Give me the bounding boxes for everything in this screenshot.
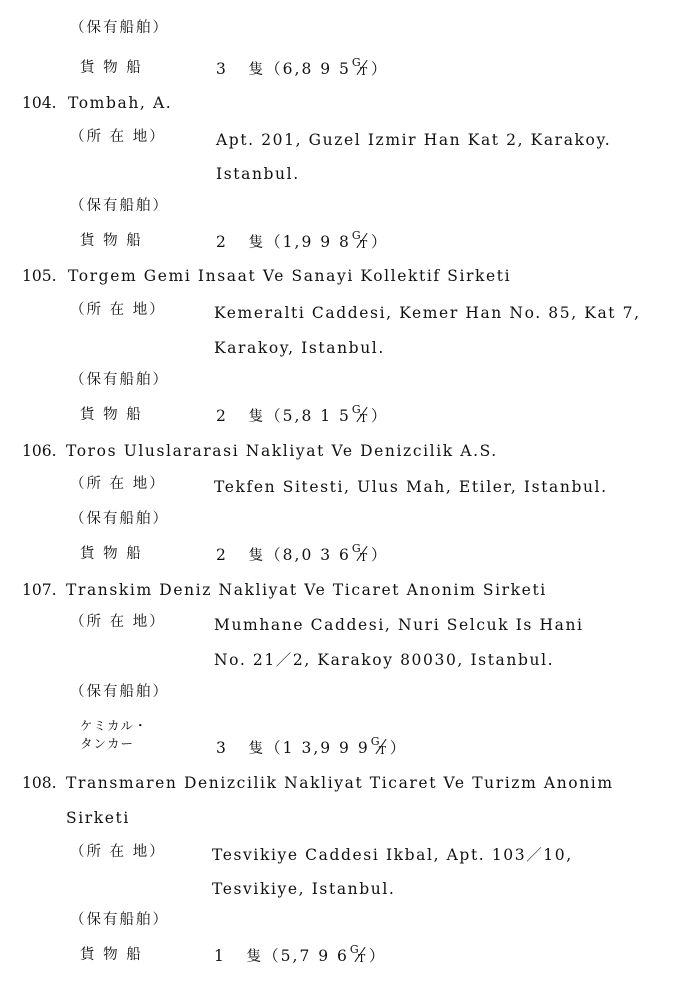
fleet-label: （保有船舶） <box>70 20 169 36</box>
ship-type-label: 貨 物 船 <box>80 947 143 963</box>
entry-number: 104. <box>22 94 57 112</box>
gross-ton-unit: G T <box>351 542 370 564</box>
fleet-label: （保有船舶） <box>70 912 169 928</box>
gross-ton-unit: G T <box>351 403 370 425</box>
address-line: Tesvikiye, Istanbul. <box>212 880 396 898</box>
gross-ton-unit: G T <box>370 735 389 757</box>
address-line: Kemeralti Caddesi, Kemer Han No. 85, Kat 7, <box>214 304 641 322</box>
address-line: No. 21／2, Karakoy 80030, Istanbul. <box>214 651 555 669</box>
ship-count: 3 <box>216 60 228 78</box>
company-name: Torgem Gemi Insaat Ve Sanayi Kollektif Sirketi <box>68 267 512 285</box>
gross-ton-unit: G T <box>349 943 368 965</box>
address-line: Karakoy, Istanbul. <box>214 339 385 357</box>
company-name-continued: Sirketi <box>66 809 130 827</box>
ships-unit: 隻 <box>248 235 266 251</box>
fleet-label: （保有船舶） <box>70 372 169 388</box>
tonnage: 5,8 1 5 <box>282 407 351 425</box>
ship-count: 2 <box>216 407 228 425</box>
location-label: （所 在 地） <box>70 614 166 630</box>
address-line: Apt. 201, Guzel Izmir Han Kat 2, Karakoy. <box>216 131 612 149</box>
ship-count: 2 <box>216 233 228 251</box>
ship-count-line: 2 隻（8,0 3 6 G T ） <box>216 542 389 564</box>
gross-ton-unit: G T <box>351 56 370 78</box>
ship-count-line: 2 隻（5,8 1 5 G T ） <box>216 403 389 425</box>
ships-unit: 隻 <box>248 409 266 425</box>
fleet-label: （保有船舶） <box>70 198 169 214</box>
tonnage: 5,7 9 6 <box>280 947 349 965</box>
ship-count-line: 1 隻（5,7 9 6 G T ） <box>214 943 387 965</box>
ships-unit: 隻 <box>248 548 266 564</box>
tonnage: 8,0 3 6 <box>282 546 351 564</box>
address-line: Tesvikiye Caddesi Ikbal, Apt. 103／10, <box>212 846 573 864</box>
address-line: Istanbul. <box>216 165 300 183</box>
fleet-label: （保有船舶） <box>70 511 169 527</box>
company-name: Transmaren Denizcilik Nakliyat Ticaret Ve Turizm Anonim <box>66 774 614 792</box>
entry-number: 105. <box>22 267 57 285</box>
address-line: Tekfen Sitesti, Ulus Mah, Etiler, Istanbul. <box>214 478 608 496</box>
location-label: （所 在 地） <box>70 302 166 318</box>
ships-unit: 隻 <box>246 949 264 965</box>
tonnage: 1 3,9 9 9 <box>282 739 370 757</box>
ship-count: 2 <box>216 546 228 564</box>
ship-count: 1 <box>214 947 226 965</box>
ships-unit: 隻 <box>248 741 266 757</box>
company-name: Transkim Deniz Nakliyat Ve Ticaret Anonim Sirketi <box>66 581 547 599</box>
company-name: Tombah, A. <box>68 94 173 112</box>
entry-number: 107. <box>22 581 57 599</box>
ship-count: 3 <box>216 739 228 757</box>
location-label: （所 在 地） <box>70 129 166 145</box>
tonnage: 6,8 9 5 <box>282 60 351 78</box>
location-label: （所 在 地） <box>70 476 166 492</box>
entry-number: 106. <box>22 442 57 460</box>
ship-type-label-line2: タンカー <box>80 736 135 751</box>
company-name: Toros Uluslararasi Nakliyat Ve Denizcilik A.S. <box>66 442 498 460</box>
tonnage: 1,9 9 8 <box>282 233 351 251</box>
ship-type-label: 貨 物 船 <box>80 407 143 423</box>
location-label: （所 在 地） <box>70 844 166 860</box>
entry-number: 108. <box>22 774 57 792</box>
ships-unit: 隻 <box>248 62 266 78</box>
ship-type-label-line1: ケミカル・ <box>80 718 148 733</box>
ship-type-label: 貨 物 船 <box>80 233 143 249</box>
ship-count-line: 3 隻（6,8 9 5 G T ） <box>216 56 389 78</box>
gross-ton-unit: G T <box>351 229 370 251</box>
address-line: Mumhane Caddesi, Nuri Selcuk Is Hani <box>214 616 584 634</box>
ship-type-label: 貨 物 船 <box>80 546 143 562</box>
fleet-label: （保有船舶） <box>70 684 169 700</box>
ship-count-line: 3 隻（1 3,9 9 9 G T ） <box>216 735 408 757</box>
ship-count-line: 2 隻（1,9 9 8 G T ） <box>216 229 389 251</box>
ship-type-label: 貨 物 船 <box>80 60 143 76</box>
